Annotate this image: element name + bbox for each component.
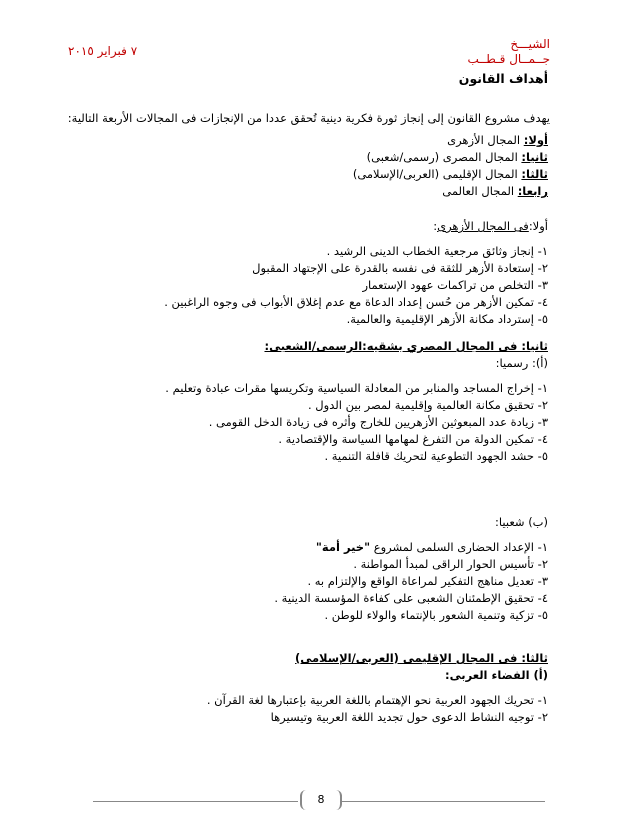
list-item: ٥- إسترداد مكانة الأزهر الإقليمية والعالمية. bbox=[346, 312, 548, 326]
page-footer bbox=[93, 793, 545, 808]
list-item-text: ١- الإعداد الحضارى السلمى لمشروع bbox=[370, 540, 548, 554]
axis-item bbox=[353, 132, 548, 149]
subsection-heading: (ب) شعبيا: bbox=[495, 515, 548, 529]
axis-item bbox=[353, 166, 548, 183]
axis-label: ثالثا: bbox=[521, 167, 548, 181]
axis-label: رابعا: bbox=[517, 184, 548, 198]
list-item: ٤- تمكين الدولة من التفرغ لمهامها السياسة والإقتصادية . bbox=[278, 432, 548, 446]
list-item: ٥- حشد الجهود التطوعية لتحريك قافلة التنمية . bbox=[324, 449, 548, 463]
subsection-heading: (أ) الفضاء العربى: bbox=[445, 668, 548, 682]
list-item bbox=[274, 539, 548, 556]
intro-paragraph: يهدف مشروع القانون إلى إنجاز ثورة فكرية دينية تُحقق عددا من الإنجازات فى المجالات الأربعة التالية: bbox=[67, 111, 550, 125]
list-item: ٣- تعديل مناهج التفكير لمراعاة الواقع والإلتزام به . bbox=[307, 574, 548, 588]
axis-label: ثانيا: bbox=[521, 150, 548, 164]
section-regional bbox=[207, 650, 548, 726]
footer-rule bbox=[340, 801, 545, 802]
list-item: ٤- تمكين الأزهر من حُسن إعداد الدعاة مع عدم إغلاق الأبواب فى وجوه الراغبين . bbox=[164, 295, 548, 309]
section-heading-text: فى المجال الأزهرى bbox=[437, 219, 529, 233]
author-title: الشيـــخ bbox=[510, 37, 550, 51]
section-heading: ثالثا: فى المجال الإقليمى (العربى/الإسلامى) bbox=[295, 651, 548, 665]
list-item: ٢- تأسيس الحوار الراقى لمبدأ المواطنة . bbox=[353, 557, 548, 571]
subsection-heading: (أ): رسميا: bbox=[495, 356, 548, 370]
list-item: ٢- توجيه النشاط الدعوى حول تجديد اللغة العربية وتيسيرها bbox=[270, 710, 548, 724]
document-date: ٧ فبراير ٢٠١٥ bbox=[68, 44, 138, 58]
author-name: جــمــال قـطــب bbox=[467, 52, 550, 66]
axis-text: المجال المصرى (رسمى/شعبى) bbox=[366, 150, 522, 164]
section-heading-prefix: أولا: bbox=[528, 219, 548, 233]
list-item: ٣- التخلص من تراكمات عهود الإستعمار bbox=[362, 278, 548, 292]
footer-rule bbox=[93, 801, 298, 802]
list-item: ٥- تزكية وتنمية الشعور بالإنتماء والولاء للوطن . bbox=[324, 608, 548, 622]
axis-text: المجال الأزهرى bbox=[447, 133, 524, 147]
page-title: أهداف القانون bbox=[458, 71, 548, 86]
section-heading: ثانيا: فى المجال المصري بشقيه:الرسمى/الشعبى: bbox=[264, 339, 548, 353]
axis-item bbox=[353, 149, 548, 166]
section-azhar bbox=[164, 218, 548, 328]
axis-text: المجال الإقليمى (العربى/الإسلامى) bbox=[352, 167, 522, 181]
axis-text: المجال العالمى bbox=[442, 184, 518, 198]
list-item-emphasis: "خير أمة" bbox=[315, 540, 371, 554]
list-item: ٢- إستعادة الأزهر للثقة فى نفسه بالقدرة على الإجتهاد المقبول bbox=[252, 261, 548, 275]
section-heading bbox=[164, 218, 548, 235]
axis-item bbox=[353, 183, 548, 200]
list-item: ٣- زيادة عدد المبعوثين الأزهريين للخارج وأثره فى زيادة الدخل القومى . bbox=[208, 415, 548, 429]
list-item: ١- تحريك الجهود العربية نحو الإهتمام باللغة العربية بإعتبارها لغة القرآن . bbox=[206, 693, 548, 707]
axis-label: أولا: bbox=[523, 133, 548, 147]
list-item: ١- إخراج المساجد والمنابر من المعادلة السياسية وتكريسها مقرات عبادة وتعليم . bbox=[165, 381, 548, 395]
axes-list bbox=[353, 132, 548, 200]
section-heading-suffix: : bbox=[433, 219, 438, 233]
page-number: 8 bbox=[300, 790, 342, 810]
list-item: ٤- تحقيق الإطمئنان الشعبى على كفاءة المؤسسة الدينية . bbox=[274, 591, 548, 605]
section-egypt-popular bbox=[274, 514, 548, 624]
section-egypt bbox=[165, 338, 548, 465]
author-header bbox=[467, 37, 550, 67]
list-item: ٢- تحقيق مكانة العالمية وإقليمية لمصر بين الدول . bbox=[307, 398, 548, 412]
list-item: ١- إنجاز وثائق مرجعية الخطاب الدينى الرشيد . bbox=[326, 244, 548, 258]
